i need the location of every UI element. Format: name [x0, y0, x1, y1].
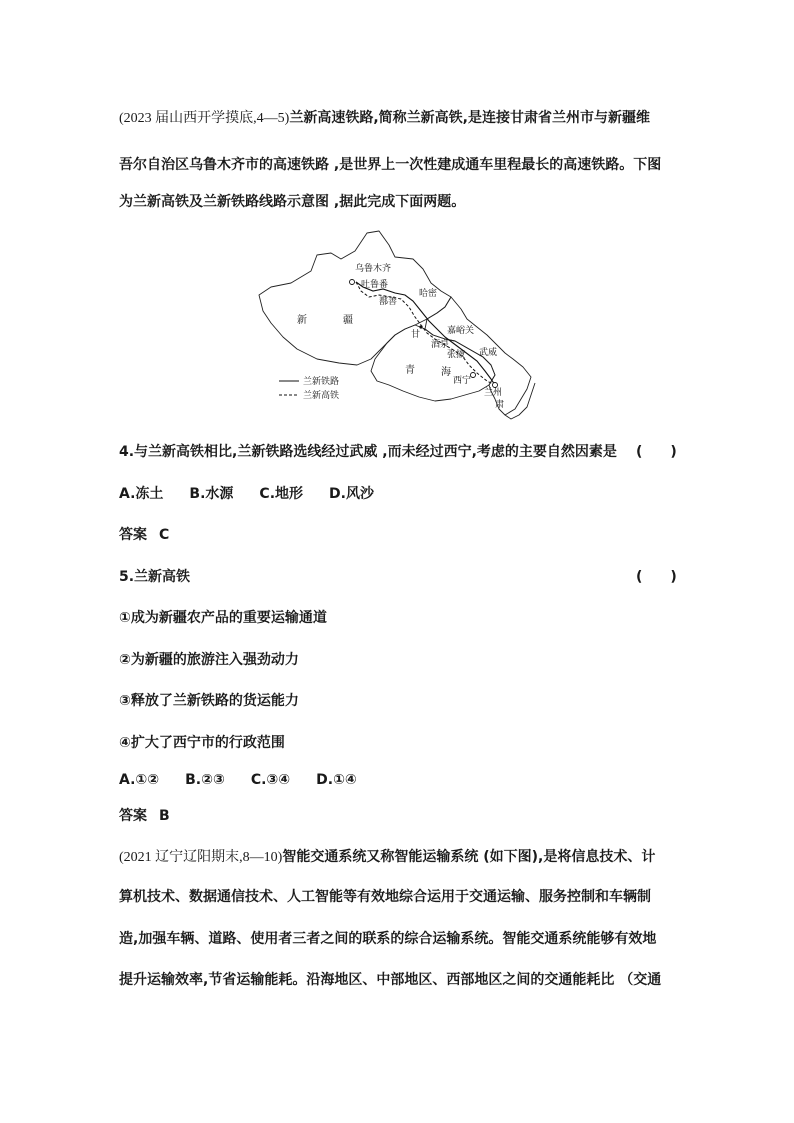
q5-answer-paren: ( ) [636, 569, 677, 585]
q5-stem: 5.兰新高铁 [119, 569, 191, 585]
label-hami: 哈密 [419, 289, 438, 299]
jiayuguan-marker [419, 325, 422, 328]
qinghai-outline [371, 325, 498, 401]
legend-hsr-label: 兰新高铁 [303, 391, 340, 401]
urumqi-marker [350, 280, 355, 285]
label-lanzhou: 兰州 [484, 388, 503, 398]
label-hai: 海 [441, 367, 451, 378]
label-wuwei: 武威 [479, 348, 498, 358]
q4-answer-paren: ( ) [636, 444, 677, 460]
q5-item-1: ①成为新疆农产品的重要运输通道 [119, 610, 327, 626]
q4-stem: 4.与兰新高铁相比,兰新铁路选线经过武威 ,而未经过西宁,考虑的主要自然因素是 [119, 444, 617, 460]
q5-answer-value: B [159, 808, 170, 824]
q5-options [119, 771, 383, 789]
q5-option-a: A.①② [119, 772, 160, 788]
intro2-line-4: 提升运输效率,节省运输能耗。沿海地区、中部地区、西部地区之间的交通能耗比 （交通 [119, 972, 662, 988]
q5-option-b: B.②③ [185, 772, 225, 788]
q4-answer [119, 526, 169, 544]
label-su: 肃 [495, 400, 505, 410]
q4-option-d: D.风沙 [329, 486, 374, 502]
q5-item-4: ④扩大了西宁市的行政范围 [119, 735, 285, 751]
label-urumqi: 乌鲁木齐 [355, 264, 392, 274]
intro2-source: (2021 辽宁辽阳期末,8—10) [119, 850, 283, 865]
legend-railway-label: 兰新铁路 [303, 377, 340, 387]
label-shanshan: 鄯善 [379, 297, 398, 307]
label-jiang: 疆 [343, 315, 353, 326]
intro2-line-1: (2021 辽宁辽阳期末,8—10)智能交通系统又称智能运输系统 (如下图),是将信息技术、计 [119, 849, 656, 865]
label-jiuquan: 酒泉 [431, 340, 450, 350]
label-turpan: 吐鲁番 [361, 280, 389, 290]
q5-item-3: ③释放了兰新铁路的货运能力 [119, 693, 299, 709]
q5-answer-label: 答案 [119, 808, 147, 824]
label-xin: 新 [297, 315, 307, 326]
q4-option-b: B.水源 [189, 486, 234, 502]
intro1-line-2: 吾尔自治区乌鲁木齐市的高速铁路 ,是世界上一次性建成通车里程最长的高速铁路。下图 [119, 157, 662, 173]
q5-item-2: ②为新疆的旅游注入强劲动力 [119, 652, 299, 668]
q4-option-c: C.地形 [259, 486, 304, 502]
xining-marker [471, 373, 476, 378]
label-jiayuguan: 嘉峪关 [447, 326, 475, 336]
label-xining: 西宁 [453, 376, 472, 386]
label-gan: 甘 [411, 330, 421, 340]
lanxin-railway-map [255, 225, 540, 425]
intro2-line-3: 造,加强车辆、道路、使用者三者之间的联系的综合运输系统。智能交通系统能够有效地 [119, 931, 657, 947]
gansu-outline [425, 297, 531, 415]
label-zhangye: 张掖 [447, 350, 466, 360]
q4-options [119, 485, 400, 503]
q5-option-d: D.①④ [316, 772, 357, 788]
lanzhou-marker [493, 383, 498, 388]
q4-answer-value: C [159, 527, 170, 543]
intro2-line-2: 算机技术、数据通信技术、人工智能等有效地综合运用于交通运输、服务控制和车辆制 [119, 889, 651, 905]
q4-option-a: A.冻土 [119, 486, 164, 502]
q5-answer [119, 807, 170, 825]
label-qing: 青 [405, 365, 415, 376]
intro1-line-1: (2023 届山西开学摸底,4—5)兰新高速铁路,简称兰新高铁,是连接甘肃省兰州市与新疆维 [119, 110, 650, 126]
intro1-source: (2023 届山西开学摸底,4—5) [119, 111, 290, 126]
intro1-line-3: 为兰新高铁及兰新铁路线路示意图 ,据此完成下面两题。 [119, 194, 466, 210]
q5-option-c: C.③④ [250, 772, 291, 788]
q4-answer-label: 答案 [119, 527, 147, 543]
